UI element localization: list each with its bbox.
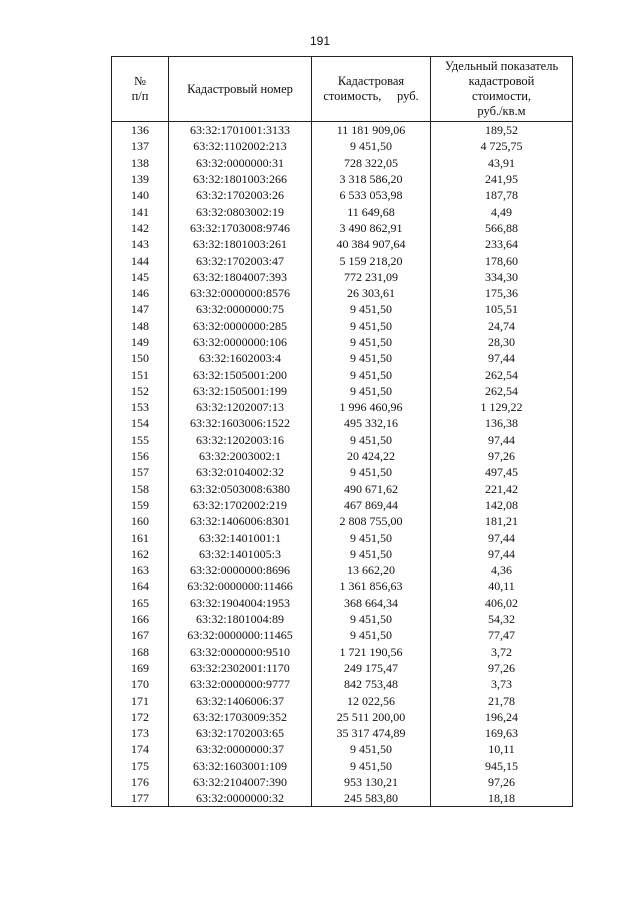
cadastral-number-cell: 63:32:0000000:9510 [169,644,312,660]
cadastral-value-cell: 40 384 907,64 [312,236,431,252]
table-row [112,366,573,382]
specific-indicator-cell: 189,52 [431,122,573,139]
cadastral-value-cell: 9 451,50 [312,366,431,382]
row-number-cell: 143 [112,236,169,252]
cadastral-number-cell: 63:32:1603006:1522 [169,415,312,431]
specific-indicator-cell: 97,26 [431,774,573,790]
cadastral-number-cell: 63:32:1702002:219 [169,497,312,513]
row-number-cell: 172 [112,709,169,725]
row-number-cell: 169 [112,660,169,676]
specific-indicator-cell: 497,45 [431,464,573,480]
cadastral-number-cell: 63:32:1904004:1953 [169,595,312,611]
row-number-cell: 154 [112,415,169,431]
table-row [112,269,573,285]
cadastral-number-cell: 63:32:1406006:8301 [169,513,312,529]
row-number-cell: 148 [112,318,169,334]
cadastral-number-cell: 63:32:1401001:1 [169,529,312,545]
header-cadastral-value-line: Кадастровая [337,74,405,88]
table-row [112,481,573,497]
specific-indicator-cell: 77,47 [431,627,573,643]
cadastral-value-cell: 3 318 586,20 [312,171,431,187]
row-number-cell: 164 [112,578,169,594]
table-row [112,301,573,317]
header-specific-indicator-line: кадастровой [468,74,535,88]
table-header-row [112,57,573,122]
table-row [112,448,573,464]
specific-indicator-cell: 169,63 [431,725,573,741]
cadastral-number-cell: 63:32:1401005:3 [169,546,312,562]
row-number-cell: 146 [112,285,169,301]
cadastral-number-cell: 63:32:0000000:31 [169,155,312,171]
specific-indicator-cell: 406,02 [431,595,573,611]
table-row [112,611,573,627]
header-specific-indicator-line: руб./кв.м [477,104,526,118]
table-row [112,432,573,448]
specific-indicator-cell: 566,88 [431,220,573,236]
cadastral-value-cell: 13 662,20 [312,562,431,578]
cadastral-number-cell: 63:32:1603001:109 [169,758,312,774]
specific-indicator-cell: 97,44 [431,546,573,562]
cadastral-value-cell: 3 490 862,91 [312,220,431,236]
cadastral-number-cell: 63:32:1804007:393 [169,269,312,285]
table-row [112,497,573,513]
cadastral-value-cell: 20 424,22 [312,448,431,464]
row-number-cell: 149 [112,334,169,350]
table-row [112,350,573,366]
cadastral-value-cell: 5 159 218,20 [312,252,431,268]
cadastral-value-cell: 2 808 755,00 [312,513,431,529]
row-number-cell: 137 [112,138,169,154]
specific-indicator-cell: 97,44 [431,432,573,448]
specific-indicator-cell: 136,38 [431,415,573,431]
table-row [112,464,573,480]
row-number-cell: 161 [112,529,169,545]
specific-indicator-cell: 196,24 [431,709,573,725]
table-row [112,415,573,431]
cadastral-number-cell: 63:32:1202007:13 [169,399,312,415]
table-row [112,236,573,252]
cadastral-value-cell: 495 332,16 [312,415,431,431]
table-row [112,155,573,171]
cadastral-number-cell: 63:32:0000000:8696 [169,562,312,578]
row-number-cell: 136 [112,122,169,139]
cadastral-value-cell: 368 664,34 [312,595,431,611]
table-row [112,644,573,660]
cadastral-number-cell: 63:32:1801003:261 [169,236,312,252]
cadastral-number-cell: 63:32:2302001:1170 [169,660,312,676]
cadastral-number-cell: 63:32:1406006:37 [169,692,312,708]
table-row [112,220,573,236]
specific-indicator-cell: 21,78 [431,692,573,708]
row-number-cell: 144 [112,252,169,268]
table-row [112,660,573,676]
specific-indicator-cell: 4,49 [431,203,573,219]
cadastral-value-cell: 1 361 856,63 [312,578,431,594]
table-row [112,203,573,219]
table-row [112,562,573,578]
header-specific-indicator-line: стоимости, [471,89,532,103]
cadastral-number-cell: 63:32:1202003:16 [169,432,312,448]
cadastral-number-cell: 63:32:0000000:8576 [169,285,312,301]
cadastral-value-cell: 11 649,68 [312,203,431,219]
cadastral-value-cell: 9 451,50 [312,318,431,334]
specific-indicator-cell: 54,32 [431,611,573,627]
specific-indicator-cell: 142,08 [431,497,573,513]
header-specific-indicator-line: Удельный показатель [444,59,559,73]
row-number-cell: 177 [112,790,169,807]
specific-indicator-cell: 97,26 [431,660,573,676]
specific-indicator-cell: 262,54 [431,366,573,382]
table-row [112,334,573,350]
row-number-cell: 166 [112,611,169,627]
specific-indicator-cell: 43,91 [431,155,573,171]
row-number-cell: 156 [112,448,169,464]
cadastral-number-cell: 63:32:0000000:32 [169,790,312,807]
table-row [112,399,573,415]
cadastral-number-cell: 63:32:1702003:65 [169,725,312,741]
cadastral-value-cell: 467 869,44 [312,497,431,513]
cadastral-number-cell: 63:32:1505001:199 [169,383,312,399]
table-row [112,187,573,203]
cadastral-number-cell: 63:32:1801003:266 [169,171,312,187]
row-number-cell: 138 [112,155,169,171]
cadastral-number-cell: 63:32:1703009:352 [169,709,312,725]
specific-indicator-cell: 18,18 [431,790,573,807]
page-number: 191 [309,34,331,48]
cadastral-value-cell: 9 451,50 [312,741,431,757]
row-number-cell: 159 [112,497,169,513]
table-row [112,709,573,725]
cadastral-value-cell: 9 451,50 [312,301,431,317]
cadastral-value-cell: 25 511 200,00 [312,709,431,725]
cadastral-value-cell: 11 181 909,06 [312,122,431,139]
row-number-cell: 170 [112,676,169,692]
row-number-cell: 162 [112,546,169,562]
cadastral-value-cell: 9 451,50 [312,627,431,643]
row-number-cell: 163 [112,562,169,578]
cadastral-value-cell: 9 451,50 [312,138,431,154]
specific-indicator-cell: 97,44 [431,350,573,366]
cadastral-value-cell: 26 303,61 [312,285,431,301]
specific-indicator-cell: 4 725,75 [431,138,573,154]
specific-indicator-cell: 175,36 [431,285,573,301]
cadastral-number-cell: 63:32:1505001:200 [169,366,312,382]
row-number-cell: 147 [112,301,169,317]
cadastral-value-cell: 9 451,50 [312,529,431,545]
cadastral-number-cell: 63:32:0503008:6380 [169,481,312,497]
row-number-cell: 141 [112,203,169,219]
table-row [112,595,573,611]
header-row-number [112,57,169,122]
specific-indicator-cell: 28,30 [431,334,573,350]
row-number-cell: 167 [112,627,169,643]
specific-indicator-cell: 233,64 [431,236,573,252]
table-row [112,285,573,301]
row-number-cell: 168 [112,644,169,660]
cadastral-number-cell: 63:32:1801004:89 [169,611,312,627]
row-number-cell: 151 [112,366,169,382]
specific-indicator-cell: 3,73 [431,676,573,692]
cadastral-value-cell: 9 451,50 [312,334,431,350]
specific-indicator-cell: 105,51 [431,301,573,317]
specific-indicator-cell: 3,72 [431,644,573,660]
row-number-cell: 173 [112,725,169,741]
cadastral-value-cell: 772 231,09 [312,269,431,285]
cadastral-value-cell: 9 451,50 [312,432,431,448]
specific-indicator-cell: 4,36 [431,562,573,578]
cadastral-number-cell: 63:32:2104007:390 [169,774,312,790]
cadastral-value-cell: 1 721 190,56 [312,644,431,660]
row-number-cell: 153 [112,399,169,415]
header-cadastral-number-label: Кадастровый номер [187,81,293,96]
cadastral-number-cell: 63:32:1702003:26 [169,187,312,203]
row-number-cell: 171 [112,692,169,708]
cadastral-value-cell: 245 583,80 [312,790,431,807]
row-number-cell: 140 [112,187,169,203]
table-row [112,692,573,708]
table-row [112,546,573,562]
cadastral-number-cell: 63:32:1703008:9746 [169,220,312,236]
row-number-cell: 165 [112,595,169,611]
specific-indicator-cell: 24,74 [431,318,573,334]
cadastral-value-cell: 953 130,21 [312,774,431,790]
row-number-cell: 152 [112,383,169,399]
cadastral-number-cell: 63:32:0000000:37 [169,741,312,757]
table-body [112,122,573,807]
table-row [112,252,573,268]
specific-indicator-cell: 262,54 [431,383,573,399]
cadastral-value-cell: 249 175,47 [312,660,431,676]
specific-indicator-cell: 97,44 [431,529,573,545]
row-number-cell: 155 [112,432,169,448]
table-row [112,627,573,643]
cadastral-value-cell: 9 451,50 [312,464,431,480]
row-number-cell: 160 [112,513,169,529]
cadastral-value-table [111,56,573,807]
cadastral-number-cell: 63:32:0000000:11465 [169,627,312,643]
specific-indicator-cell: 178,60 [431,252,573,268]
row-number-cell: 139 [112,171,169,187]
specific-indicator-cell: 181,21 [431,513,573,529]
cadastral-value-cell: 1 996 460,96 [312,399,431,415]
specific-indicator-cell: 187,78 [431,187,573,203]
cadastral-value-cell: 9 451,50 [312,546,431,562]
table-row [112,318,573,334]
table-row [112,513,573,529]
row-number-cell: 150 [112,350,169,366]
row-number-cell: 175 [112,758,169,774]
cadastral-value-cell: 728 322,05 [312,155,431,171]
cadastral-number-cell: 63:32:0000000:75 [169,301,312,317]
table-row [112,725,573,741]
cadastral-value-cell: 12 022,56 [312,692,431,708]
cadastral-number-cell: 63:32:0000000:11466 [169,578,312,594]
specific-indicator-cell: 40,11 [431,578,573,594]
cadastral-value-cell: 490 671,62 [312,481,431,497]
cadastral-value-cell: 9 451,50 [312,383,431,399]
header-row-number-line: № [134,74,146,88]
cadastral-value-cell: 6 533 053,98 [312,187,431,203]
cadastral-number-cell: 63:32:2003002:1 [169,448,312,464]
table-row [112,676,573,692]
cadastral-number-cell: 63:32:1701001:3133 [169,122,312,139]
cadastral-value-cell: 9 451,50 [312,758,431,774]
table-row [112,138,573,154]
cadastral-value-cell: 35 317 474,89 [312,725,431,741]
cadastral-number-cell: 63:32:1102002:213 [169,138,312,154]
header-row-number-line: п/п [131,89,149,103]
table-row [112,741,573,757]
cadastral-number-cell: 63:32:0104002:32 [169,464,312,480]
specific-indicator-cell: 241,95 [431,171,573,187]
cadastral-number-cell: 63:32:0000000:106 [169,334,312,350]
specific-indicator-cell: 221,42 [431,481,573,497]
row-number-cell: 174 [112,741,169,757]
header-specific-indicator [431,57,573,122]
table-row [112,578,573,594]
cadastral-number-cell: 63:32:0803002:19 [169,203,312,219]
cadastral-number-cell: 63:32:1602003:4 [169,350,312,366]
row-number-cell: 157 [112,464,169,480]
table-row [112,790,573,807]
header-cadastral-number [169,57,312,122]
row-number-cell: 145 [112,269,169,285]
specific-indicator-cell: 97,26 [431,448,573,464]
table-row [112,122,573,139]
specific-indicator-cell: 1 129,22 [431,399,573,415]
cadastral-number-cell: 63:32:0000000:9777 [169,676,312,692]
cadastral-value-cell: 9 451,50 [312,350,431,366]
cadastral-value-cell: 842 753,48 [312,676,431,692]
table-row [112,383,573,399]
row-number-cell: 176 [112,774,169,790]
cadastral-number-cell: 63:32:0000000:285 [169,318,312,334]
specific-indicator-cell: 334,30 [431,269,573,285]
cadastral-value-cell: 9 451,50 [312,611,431,627]
header-cadastral-value-line: стоимость, руб. [323,89,419,103]
specific-indicator-cell: 945,15 [431,758,573,774]
table-row [112,171,573,187]
cadastral-number-cell: 63:32:1702003:47 [169,252,312,268]
table-row [112,758,573,774]
header-cadastral-value [312,57,431,122]
table-row [112,529,573,545]
table-row [112,774,573,790]
row-number-cell: 158 [112,481,169,497]
row-number-cell: 142 [112,220,169,236]
specific-indicator-cell: 10,11 [431,741,573,757]
